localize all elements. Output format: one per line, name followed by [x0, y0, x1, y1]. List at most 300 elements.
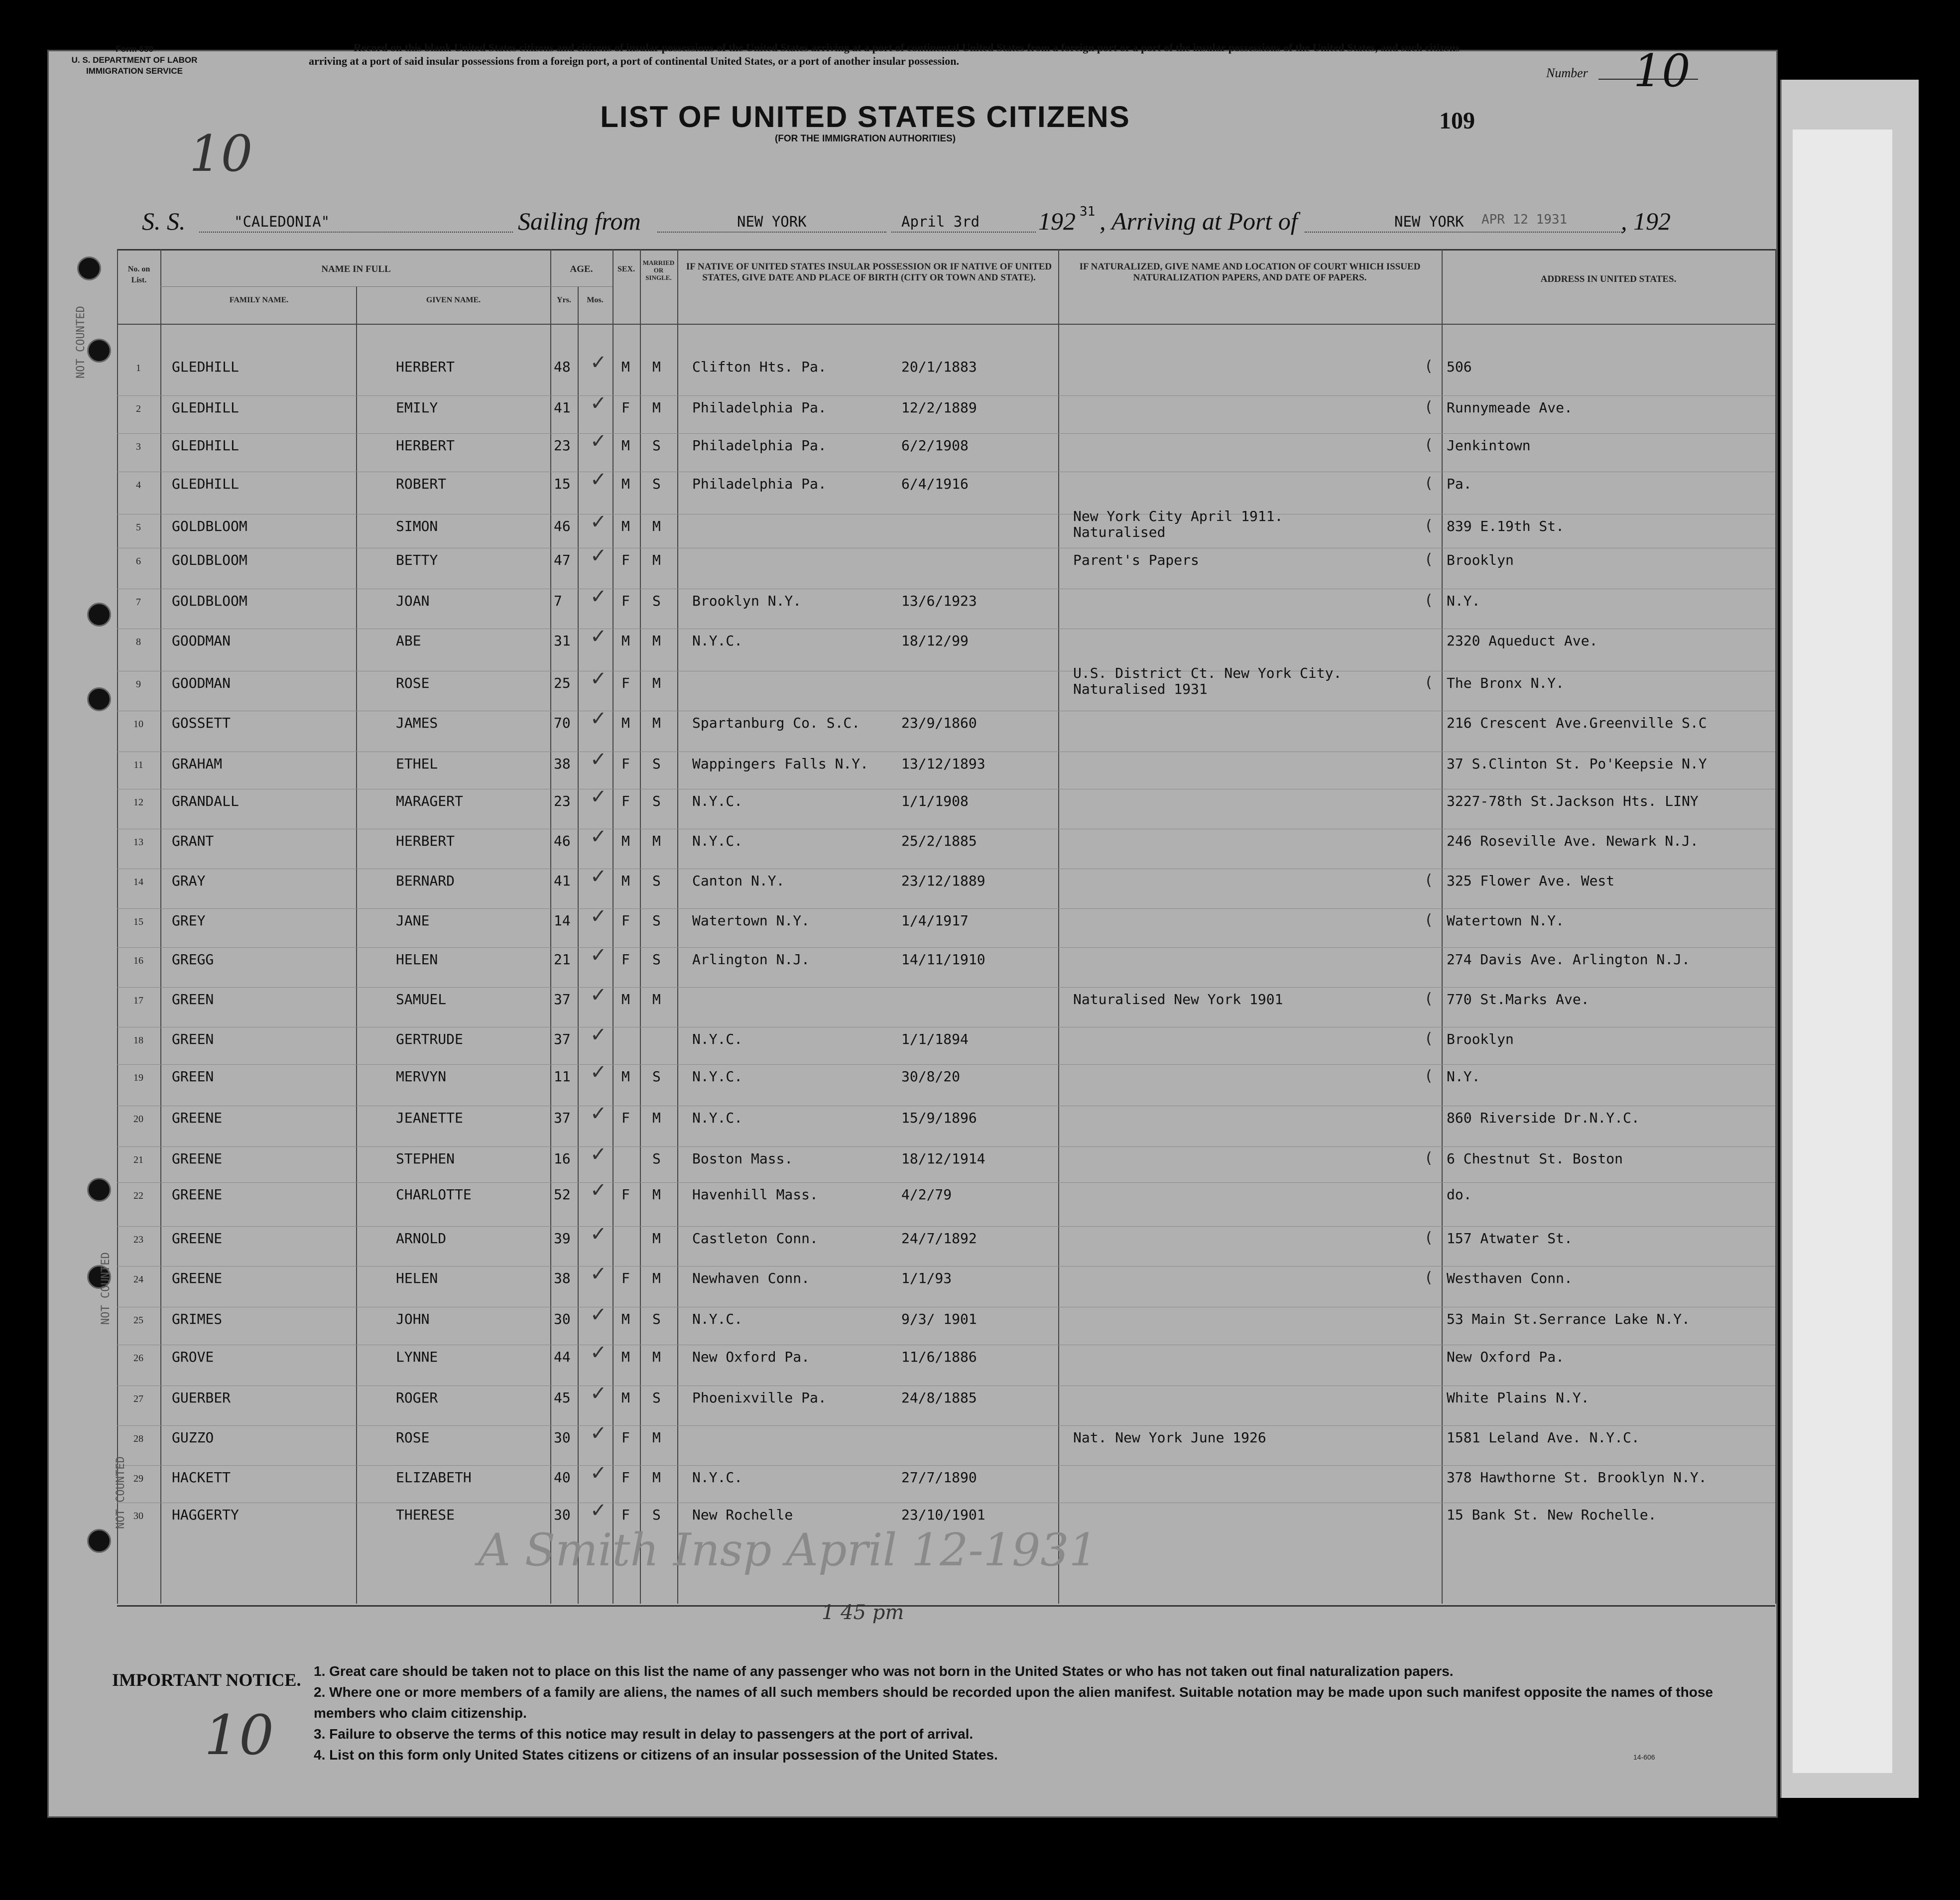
row-separator [117, 1146, 1775, 1147]
cell-address: 770 St.Marks Ave. [1447, 991, 1590, 1008]
row-number: 5 [136, 522, 141, 533]
bracket-mark-icon: ( [1424, 517, 1434, 534]
col-border-given [550, 249, 551, 1604]
checkmark-icon: ✓ [590, 1382, 607, 1405]
cell-birth-place: Boston Mass. [692, 1150, 793, 1167]
cell-ms: S [652, 1068, 661, 1085]
cell-birth-place: N.Y.C. [692, 833, 743, 849]
binder-hole [87, 1529, 111, 1553]
cell-nat: Nat. New York June 1926 [1073, 1429, 1266, 1446]
arrival-port: NEW YORK [1394, 213, 1464, 230]
header-address: ADDRESS IN UNITED STATES. [1540, 274, 1677, 284]
cell-birth-date: 13/12/1893 [901, 756, 985, 772]
checkmark-icon: ✓ [590, 1462, 607, 1485]
header-subrow-line [160, 286, 594, 287]
bracket-mark-icon: ( [1424, 1067, 1434, 1085]
cell-birth-place: N.Y.C. [692, 1311, 743, 1327]
cell-family: HACKETT [172, 1469, 231, 1486]
cell-sex: M [621, 1349, 630, 1365]
year-suffix: 31 [1080, 204, 1096, 219]
cell-given: HERBERT [396, 437, 455, 454]
cell-address: 216 Crescent Ave.Greenville S.C [1447, 715, 1707, 731]
sailing-label: Sailing from [518, 207, 641, 235]
row-number: 15 [133, 916, 143, 927]
cell-birth-place: Watertown N.Y. [692, 912, 810, 929]
cell-age: 23 [554, 437, 571, 454]
cell-birth-place: Wappingers Falls N.Y. [692, 756, 869, 772]
row-number: 17 [133, 995, 143, 1006]
row-number: 4 [136, 480, 141, 491]
bracket-mark-icon: ( [1424, 436, 1434, 454]
row-number: 25 [133, 1315, 143, 1326]
row-number: 3 [136, 441, 141, 452]
cell-sex: M [621, 437, 630, 454]
departure-date: April 3rd [901, 213, 980, 230]
cell-sex: F [621, 1186, 630, 1203]
cell-given: BERNARD [396, 873, 455, 889]
cell-address: 157 Atwater St. [1447, 1230, 1573, 1247]
bracket-mark-icon: ( [1424, 358, 1434, 375]
cell-ms: S [652, 1311, 661, 1327]
cell-address: 506 [1447, 359, 1472, 375]
cell-family: GREENE [172, 1186, 223, 1203]
cell-sex: F [621, 675, 630, 691]
notice-item-3: 3. Failure to observe the terms of this notice may result in delay to passengers at the port of arrival. [314, 1726, 974, 1742]
cell-birth-date: 24/7/1892 [901, 1230, 977, 1247]
cell-ms: M [652, 675, 661, 691]
cell-ms: M [652, 833, 661, 849]
handwritten-top-number: 10 [189, 125, 253, 183]
cell-age: 52 [554, 1186, 571, 1203]
cell-ms: S [652, 756, 661, 772]
row-separator [117, 395, 1775, 396]
cell-address: Pa. [1447, 476, 1472, 492]
header-married-single: MARRIED OR SINGLE. [642, 259, 675, 281]
cell-family: GRAY [172, 873, 206, 889]
cell-address: 3227-78th St.Jackson Hts. LINY [1447, 793, 1699, 809]
cell-birth-date: 1/1/1908 [901, 793, 969, 809]
col-border-yrs [578, 286, 579, 1604]
cell-age: 30 [554, 1507, 571, 1523]
cell-age: 41 [554, 873, 571, 889]
cell-birth-place: Newhaven Conn. [692, 1270, 810, 1286]
cell-ms: M [652, 1270, 661, 1286]
bracket-mark-icon: ( [1424, 674, 1434, 691]
cell-sex: M [621, 991, 630, 1008]
checkmark-icon: ✓ [590, 1263, 607, 1285]
header-age: AGE. [570, 264, 593, 274]
cell-ms: S [652, 593, 661, 609]
cell-given: STEPHEN [396, 1150, 455, 1167]
row-separator [117, 1425, 1775, 1426]
cell-family: GLEDHILL [172, 437, 239, 454]
notice-heading: IMPORTANT NOTICE. [112, 1670, 301, 1690]
cell-age: 30 [554, 1429, 571, 1446]
cell-birth-date: 1/4/1917 [901, 912, 969, 929]
cell-sex: M [621, 518, 630, 534]
cell-age: 48 [554, 359, 571, 375]
cell-sex: M [621, 1390, 630, 1406]
cell-age: 25 [554, 675, 571, 691]
cell-sex: F [621, 951, 630, 968]
cell-ms: S [652, 1507, 661, 1523]
cell-given: ROSE [396, 675, 430, 691]
bracket-mark-icon: ( [1424, 592, 1434, 609]
cell-address: The Bronx N.Y. [1447, 675, 1565, 691]
cell-birth-place: Philadelphia Pa. [692, 476, 827, 492]
cell-age: 40 [554, 1469, 571, 1486]
cell-sex: F [621, 1507, 630, 1523]
notice-list [314, 1661, 1758, 1766]
departure-line [657, 232, 886, 233]
checkmark-icon: ✓ [590, 625, 607, 648]
cell-age: 37 [554, 991, 571, 1008]
cell-birth-place: N.Y.C. [692, 1031, 743, 1047]
ship-line [199, 232, 513, 233]
checkmark-icon: ✓ [590, 1223, 607, 1246]
cell-given: HELEN [396, 951, 438, 968]
cell-sex: F [621, 399, 630, 416]
cell-birth-date: 18/12/1914 [901, 1150, 985, 1167]
cell-given: ETHEL [396, 756, 438, 772]
row-separator [117, 1226, 1775, 1227]
bracket-mark-icon: ( [1424, 872, 1434, 889]
cell-age: 21 [554, 951, 571, 968]
cell-age: 37 [554, 1031, 571, 1047]
row-separator [117, 947, 1775, 948]
cell-sex: F [621, 552, 630, 568]
binder-hole [87, 603, 111, 627]
cell-family: GOODMAN [172, 633, 231, 649]
cell-age: 31 [554, 633, 571, 649]
row-number: 21 [133, 1154, 143, 1165]
row-number: 1 [136, 363, 141, 374]
cell-ms: S [652, 793, 661, 809]
col-border-right [1775, 249, 1776, 1604]
cell-family: GREGG [172, 951, 214, 968]
record-instructions: Record on this blank United States citizens and citizens of insular possessions of the United States arriving at a port of continental United States from a foreign port or a port of the insular possessions of the United States, and such citizens arriving at a port of said insular possessions from a foreign port, a port of continental United States, or a port of another insular possession. [309, 41, 1460, 67]
year-end: , 192 [1621, 207, 1671, 235]
departure-port: NEW YORK [737, 213, 807, 230]
checkmark-icon: ✓ [590, 1179, 607, 1202]
cell-age: 44 [554, 1349, 571, 1365]
handwritten-bottom-number: 10 [204, 1703, 274, 1767]
cell-sex: M [621, 476, 630, 492]
row-number: 18 [133, 1035, 143, 1046]
cell-given: MARAGERT [396, 793, 463, 809]
cell-address: White Plains N.Y. [1447, 1390, 1590, 1406]
cell-sex: M [621, 1311, 630, 1327]
checkmark-icon: ✓ [590, 667, 607, 690]
cell-nat-second-line: Naturalised 1931 [1073, 681, 1208, 697]
cell-birth-place: Arlington N.J. [692, 951, 810, 968]
cell-birth-date: 23/10/1901 [901, 1507, 985, 1523]
row-number: 14 [133, 877, 143, 887]
form-identifier [55, 44, 214, 77]
cell-age: 70 [554, 715, 571, 731]
date-line [891, 232, 1036, 233]
checkmark-icon: ✓ [590, 544, 607, 567]
cell-birth-date: 25/2/1885 [901, 833, 977, 849]
cell-given: ABE [396, 633, 421, 649]
cell-birth-place: Havenhill Mass. [692, 1186, 818, 1203]
checkmark-icon: ✓ [590, 430, 607, 453]
cell-age: 7 [554, 593, 562, 609]
cell-ms: S [652, 873, 661, 889]
cell-ms: M [652, 518, 661, 534]
checkmark-icon: ✓ [590, 1341, 607, 1364]
cell-family: GREY [172, 912, 206, 929]
cell-given: BETTY [396, 552, 438, 568]
cell-birth-date: 23/12/1889 [901, 873, 985, 889]
row-separator [117, 1266, 1775, 1267]
year-prefix: 192 [1038, 207, 1076, 235]
row-number: 23 [133, 1234, 143, 1245]
cell-ms: M [652, 715, 661, 731]
cell-sex: M [621, 873, 630, 889]
cell-address: 325 Flower Ave. West [1447, 873, 1615, 889]
row-separator [117, 1064, 1775, 1065]
cell-given: JOHN [396, 1311, 430, 1327]
bracket-mark-icon: ( [1424, 398, 1434, 416]
row-number: 22 [133, 1190, 143, 1201]
service-name: IMMIGRATION SERVICE [86, 66, 183, 76]
cell-sex: M [621, 715, 630, 731]
binder-hole [87, 1178, 111, 1202]
cell-birth-date: 23/9/1860 [901, 715, 977, 731]
checkmark-icon: ✓ [590, 1303, 607, 1326]
bracket-mark-icon: ( [1424, 1030, 1434, 1047]
page-title: LIST OF UNITED STATES CITIZENS [600, 100, 1130, 133]
cell-ms: M [652, 1110, 661, 1126]
cell-sex: F [621, 1469, 630, 1486]
cell-age: 47 [554, 552, 571, 568]
cell-age: 37 [554, 1110, 571, 1126]
cell-birth-date: 18/12/99 [901, 633, 969, 649]
checkmark-icon: ✓ [590, 1422, 607, 1445]
cell-birth-place: New Oxford Pa. [692, 1349, 810, 1365]
cell-given: JOAN [396, 593, 430, 609]
cell-given: CHARLOTTE [396, 1186, 472, 1203]
cell-nat: Naturalised New York 1901 [1073, 991, 1283, 1008]
cell-birth-date: 30/8/20 [901, 1068, 961, 1085]
cell-given: GERTRUDE [396, 1031, 463, 1047]
cell-family: GREENE [172, 1270, 223, 1286]
cell-birth-date: 15/9/1896 [901, 1110, 977, 1126]
cell-family: GRANDALL [172, 793, 239, 809]
cell-age: 39 [554, 1230, 571, 1247]
col-border-nat [1442, 249, 1443, 1604]
cell-given: MERVYN [396, 1068, 447, 1085]
row-number: 6 [136, 556, 141, 567]
bracket-mark-icon: ( [1424, 911, 1434, 929]
cell-address: 53 Main St.Serrance Lake N.Y. [1447, 1311, 1690, 1327]
cell-given: HERBERT [396, 359, 455, 375]
cell-birth-date: 27/7/1890 [901, 1469, 977, 1486]
cell-ms: M [652, 1230, 661, 1247]
row-number: 20 [133, 1114, 143, 1125]
cell-age: 46 [554, 833, 571, 849]
cell-ms: M [652, 633, 661, 649]
checkmark-icon: ✓ [590, 468, 607, 491]
cell-age: 38 [554, 756, 571, 772]
cell-birth-place: Castleton Conn. [692, 1230, 818, 1247]
number-value: 10 [1633, 45, 1691, 97]
cell-birth-date: 6/2/1908 [901, 437, 969, 454]
checkmark-icon: ✓ [590, 707, 607, 730]
cell-sex: M [621, 833, 630, 849]
cell-family: HAGGERTY [172, 1507, 239, 1523]
col-border-left [117, 249, 118, 1604]
bracket-mark-icon: ( [1424, 1269, 1434, 1286]
cell-family: GREENE [172, 1110, 223, 1126]
header-naturalized: IF NATURALIZED, GIVE NAME AND LOCATION OF COURT WHICH ISSUED NATURALIZATION PAPERS, AND DATE OF PAPERS. [1079, 261, 1421, 283]
cell-family: GUERBER [172, 1390, 231, 1406]
cell-age: 14 [554, 912, 571, 929]
number-label: Number [1546, 66, 1588, 80]
cell-age: 46 [554, 518, 571, 534]
cell-given: SIMON [396, 518, 438, 534]
cell-address: New Oxford Pa. [1447, 1349, 1565, 1365]
cell-birth-date: 24/8/1885 [901, 1390, 977, 1406]
cell-age: 16 [554, 1150, 571, 1167]
row-number: 9 [136, 679, 141, 690]
cell-family: GRANT [172, 833, 214, 849]
cell-birth-place: N.Y.C. [692, 1469, 743, 1486]
bracket-mark-icon: ( [1424, 475, 1434, 492]
cell-birth-date: 4/2/79 [901, 1186, 952, 1203]
cell-sex: F [621, 1270, 630, 1286]
cell-age: 11 [554, 1068, 571, 1085]
cell-age: 45 [554, 1390, 571, 1406]
cell-address: do. [1447, 1186, 1472, 1203]
cell-birth-date: 11/6/1886 [901, 1349, 977, 1365]
cell-sex: F [621, 756, 630, 772]
row-number: 13 [133, 837, 143, 848]
col-border-age [612, 249, 613, 1604]
checkmark-icon: ✓ [590, 1143, 607, 1166]
cell-birth-date: 12/2/1889 [901, 399, 977, 416]
cell-family: GOLDBLOOM [172, 593, 247, 609]
row-number: 24 [133, 1274, 143, 1285]
cell-address: 839 E.19th St. [1447, 518, 1565, 534]
cell-family: GOODMAN [172, 675, 231, 691]
cell-address: Brooklyn [1447, 552, 1514, 568]
header-age-subrow-line [550, 286, 612, 287]
notice-item-2: 2. Where one or more members of a family are aliens, the names of all such members should be recorded upon the alien manifest. Suitable notation may be made upon such manifest opposite the names of those members who claim citizenship. [314, 1684, 1713, 1721]
cell-address: Runnymeade Ave. [1447, 399, 1573, 416]
cell-sex: M [621, 359, 630, 375]
cell-ms: M [652, 399, 661, 416]
cell-ms: S [652, 1150, 661, 1167]
cell-address: 15 Bank St. New Rochelle. [1447, 1507, 1657, 1523]
cell-address: Watertown N.Y. [1447, 912, 1565, 929]
cell-given: JANE [396, 912, 430, 929]
header-name-in-full: NAME IN FULL [321, 264, 391, 274]
notice-item-4: 4. List on this form only United States citizens or citizens of an insular possession of the United States. [314, 1747, 998, 1763]
cell-birth-place: Canton N.Y. [692, 873, 785, 889]
row-number: 16 [133, 955, 143, 966]
checkmark-icon: ✓ [590, 1061, 607, 1084]
bracket-mark-icon: ( [1424, 1229, 1434, 1247]
cell-birth-place: Philadelphia Pa. [692, 437, 827, 454]
header-sex: SEX. [617, 265, 635, 273]
cell-ms: M [652, 552, 661, 568]
col-border-ms [677, 249, 678, 1604]
checkmark-icon: ✓ [590, 1499, 607, 1522]
cell-family: GUZZO [172, 1429, 214, 1446]
ship-name: "CALEDONIA" [234, 213, 330, 230]
page-subtitle: (FOR THE IMMIGRATION AUTHORITIES) [774, 133, 956, 144]
form-code: 14-606 [1633, 1753, 1655, 1761]
cell-family: GOLDBLOOM [172, 552, 247, 568]
header-mos: Mos. [587, 296, 604, 304]
cell-age: 38 [554, 1270, 571, 1286]
row-separator [117, 1182, 1775, 1183]
arriving-label: , Arriving at Port of [1100, 207, 1298, 235]
cell-birth-date: 20/1/1883 [901, 359, 977, 375]
cell-sex: F [621, 1110, 630, 1126]
cell-address: Westhaven Conn. [1447, 1270, 1573, 1286]
checkmark-icon: ✓ [590, 1102, 607, 1125]
binder-hole [77, 256, 101, 280]
col-border-no [160, 249, 161, 1604]
cell-family: GREENE [172, 1150, 223, 1167]
cell-address: Brooklyn [1447, 1031, 1514, 1047]
row-number: 26 [133, 1353, 143, 1364]
cell-birth-place: N.Y.C. [692, 793, 743, 809]
cell-family: GLEDHILL [172, 399, 239, 416]
cell-birth-place: N.Y.C. [692, 1068, 743, 1085]
inspector-signature: A Smith Insp April 12-1931 [478, 1524, 1098, 1576]
cell-ms: M [652, 991, 661, 1008]
row-separator [117, 1465, 1775, 1466]
cell-birth-place: Philadelphia Pa. [692, 399, 827, 416]
cell-birth-place: Phoenixville Pa. [692, 1390, 827, 1406]
not-counted-stamp: NOT COUNTED [75, 306, 87, 379]
checkmark-icon: ✓ [590, 510, 607, 533]
checkmark-icon: ✓ [590, 785, 607, 808]
cell-given: JAMES [396, 715, 438, 731]
cell-birth-date: 1/1/93 [901, 1270, 952, 1286]
cell-given: EMILY [396, 399, 438, 416]
arrival-date-stamp: APR 12 1931 [1481, 212, 1568, 227]
cell-birth-place: Clifton Hts. Pa. [692, 359, 827, 375]
header-birth: IF NATIVE OF UNITED STATES INSULAR POSSESSION OR IF NATIVE OF UNITED STATES, GIVE DATE AND PLACE OF BIRTH (CITY OR TOWN AND STATE). [686, 261, 1052, 283]
checkmark-icon: ✓ [590, 865, 607, 888]
row-number: 2 [136, 403, 141, 414]
cell-given: LYNNE [396, 1349, 438, 1365]
not-counted-stamp: NOT COUNTED [100, 1252, 112, 1325]
checkmark-icon: ✓ [590, 392, 607, 415]
cell-family: GREEN [172, 1068, 214, 1085]
cell-family: GLEDHILL [172, 359, 239, 375]
checkmark-icon: ✓ [590, 944, 607, 967]
cell-ms: S [652, 1390, 661, 1406]
cell-given: ROBERT [396, 476, 447, 492]
cell-nat: New York City April 1911. [1073, 508, 1283, 524]
row-separator [117, 908, 1775, 909]
cell-birth-place: Brooklyn N.Y. [692, 593, 802, 609]
checkmark-icon: ✓ [590, 1023, 607, 1046]
notice-item-1: 1. Great care should be taken not to place on this list the name of any passenger who was not born in the United States or who has not taken out final naturalization papers. [314, 1663, 1454, 1679]
cell-sex: M [621, 633, 630, 649]
cell-sex: F [621, 593, 630, 609]
cell-address: 860 Riverside Dr.N.Y.C. [1447, 1110, 1640, 1126]
cell-ms: S [652, 912, 661, 929]
cell-address: Jenkintown [1447, 437, 1531, 454]
cell-sex: F [621, 1429, 630, 1446]
